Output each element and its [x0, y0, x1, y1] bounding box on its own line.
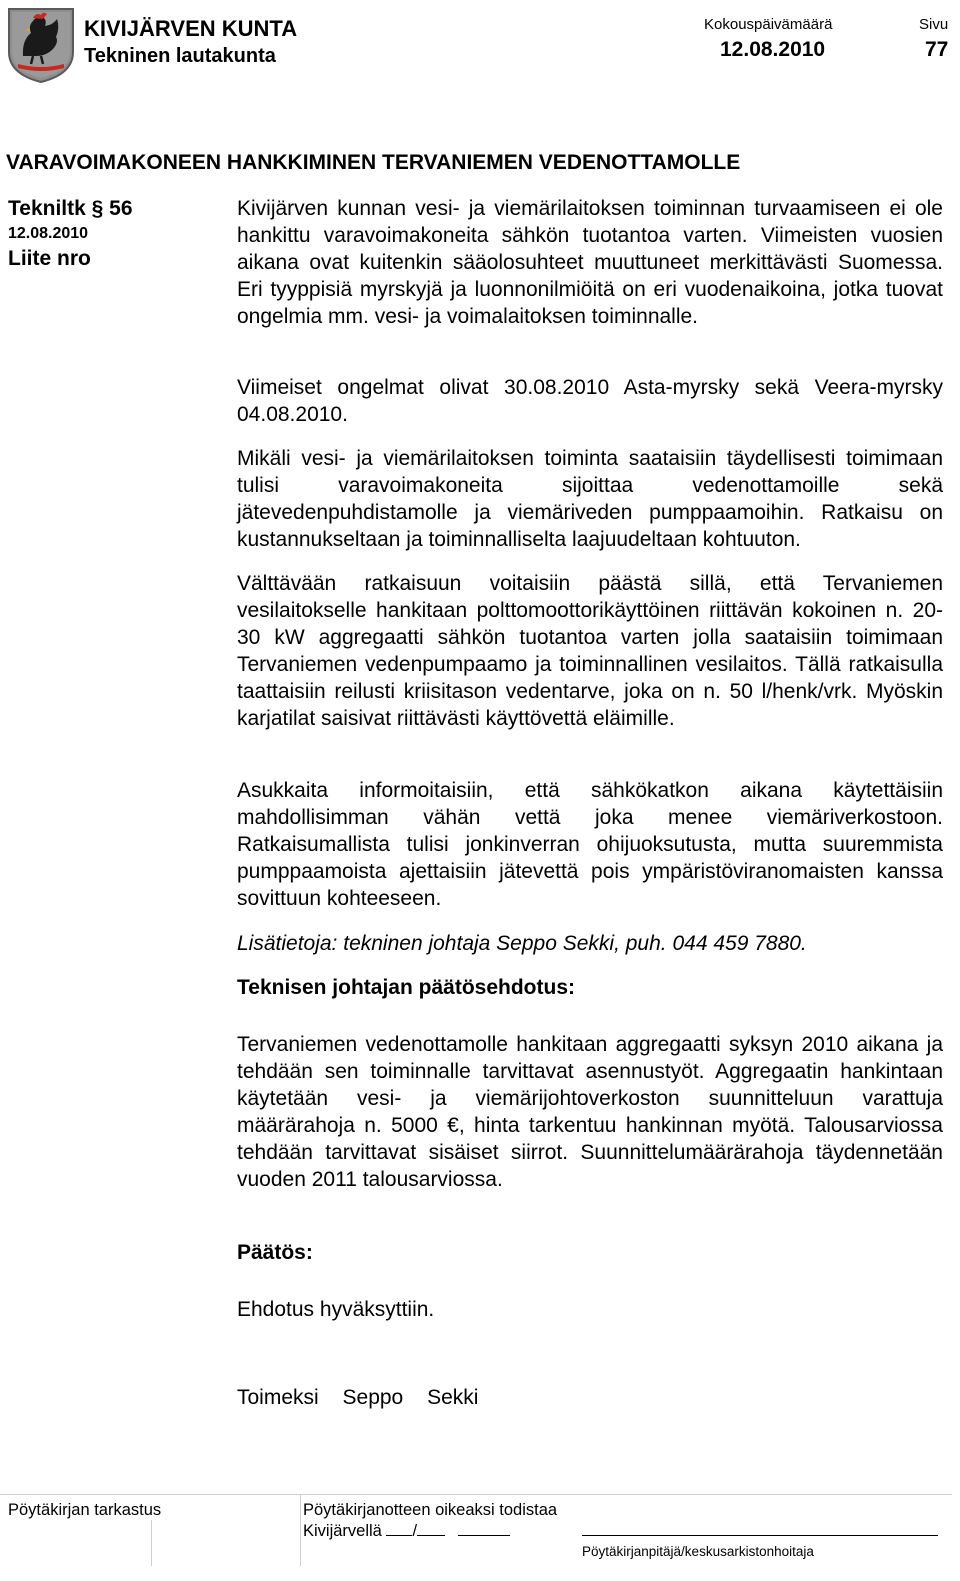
body-paragraph-1: Kivijärven kunnan vesi- ja viemärilaitoksen toiminnan turvaamiseen ei ole hankittu varavoimakoneita sähkön tuotantoa varten. Viimeisten vuosien aikana ovat kuitenkin sääolosuhteet muuttuneet merkittävästi Suomessa. Eri tyyppisiä myrskyjä ja luonnonilmiöitä on eri vuodenaikoina, jotka tuovat ongelmia mm. vesi- ja voimalaitoksen toiminnalle.: [237, 197, 943, 328]
page-number-caption: Sivu: [919, 16, 949, 33]
signature-line: [582, 1535, 938, 1536]
meeting-date: 12.08.2010: [720, 38, 826, 61]
certification-place-line: [303, 1521, 510, 1541]
month-blank: [417, 1521, 445, 1536]
footer-divider: [0, 1494, 952, 1495]
certification-label: Pöytäkirjanotteen oikeaksi todistaa: [303, 1501, 558, 1519]
date-separator: /: [412, 1522, 418, 1540]
signer-title: Pöytäkirjanpitäjä/keskusarkistonhoitaja: [582, 1544, 814, 1559]
page-number: 77: [925, 38, 949, 61]
meeting-date-caption: Kokouspäivämäärä: [704, 16, 833, 33]
board-name: Tekninen lautakunta: [84, 45, 276, 67]
municipality-crest-icon: [6, 6, 76, 84]
proposal-text: Tervaniemen vedenottamolle hankitaan aggregaatti syksyn 2010 aikana ja tehdään sen toiminnalle tarvittavat asennustyöt. Aggregaatin hankintaan käytetään vesi- ja viemärijohtoverkoston suunnitteluun varattuja määrärahoja n. 5000 €, hinta tarkentuu hankinnan myötä. Talousarviossa tehdään tarvittavat sisäiset siirrot. Suunnittelumäärärahoja täydennetään vuoden 2011 talousarviossa.: [237, 1033, 943, 1191]
section-date: 12.08.2010: [8, 225, 89, 242]
action-assignee: Toimeksi Seppo Sekki: [237, 1386, 479, 1409]
body-paragraph-4: Välttävään ratkaisuun voitaisiin päästä sillä, että Tervaniemen vesilaitokselle hankitaan polttomoottorikäyttöinen riittävän kokoinen n. 20-30 kW aggregaatti sähkön tuotantoa varten jolla saataisiin toimimaan Tervaniemen vedenpumpaamo ja toiminnallinen vesilaitos. Tällä ratkaisulla taattaisiin reilusti kriisitason vedentarve, joka on n. 50 l/henk/vrk. Myöskin karjatilat saisivat riittävästi käyttövettä eläimille.: [237, 572, 943, 730]
organization-name: KIVIJÄRVEN KUNTA: [84, 16, 298, 41]
certification-place: Kivijärvellä: [303, 1522, 382, 1540]
body-paragraph-2: Viimeiset ongelmat olivat 30.08.2010 Asta-myrsky sekä Veera-myrsky 04.08.2010.: [237, 376, 943, 426]
footer-column-divider: [300, 1494, 301, 1566]
document-title: VARAVOIMAKONEEN HANKKIMINEN TERVANIEMEN VEDENOTTAMOLLE: [6, 151, 741, 174]
body-paragraph-3: Mikäli vesi- ja viemärilaitoksen toiminta saataisiin täydellisesti toimimaan tulisi varavoimakoneita sijoittaa vedenottamoille sekä jätevedenpuhdistamolle ja viemäriveden pumppaamoihin. Ratkaisu on kustannukseltaan ja toiminnalliselta laajuudeltaan kohtuuton.: [237, 447, 943, 551]
appendix-number: Liite nro: [8, 247, 91, 270]
proposal-heading: Teknisen johtajan päätösehdotus:: [237, 976, 575, 999]
decision-text: Ehdotus hyväksyttiin.: [237, 1298, 435, 1321]
year-blank: [458, 1521, 510, 1536]
day-blank: [386, 1521, 412, 1536]
footer-column-divider: [151, 1520, 152, 1566]
body-paragraph-5: Asukkaita informoitaisiin, että sähkökatkon aikana käytettäisiin mahdollisimman vähän vettä joka menee viemäriverkostoon. Ratkaisumallista tulisi jonkinverran ohijuoksutusta, mutta suuremmista pumppaamoista ajettaisiin jätevettä pois ympäristöviranomaisten kanssa sovittuun kohteeseen.: [237, 779, 943, 910]
section-number: Tekniltk § 56: [8, 197, 133, 220]
decision-heading: Päätös:: [237, 1241, 313, 1264]
contact-info: Lisätietoja: tekninen johtaja Seppo Sekki, puh. 044 459 7880.: [237, 932, 807, 955]
minutes-review-label: Pöytäkirjan tarkastus: [8, 1501, 162, 1519]
